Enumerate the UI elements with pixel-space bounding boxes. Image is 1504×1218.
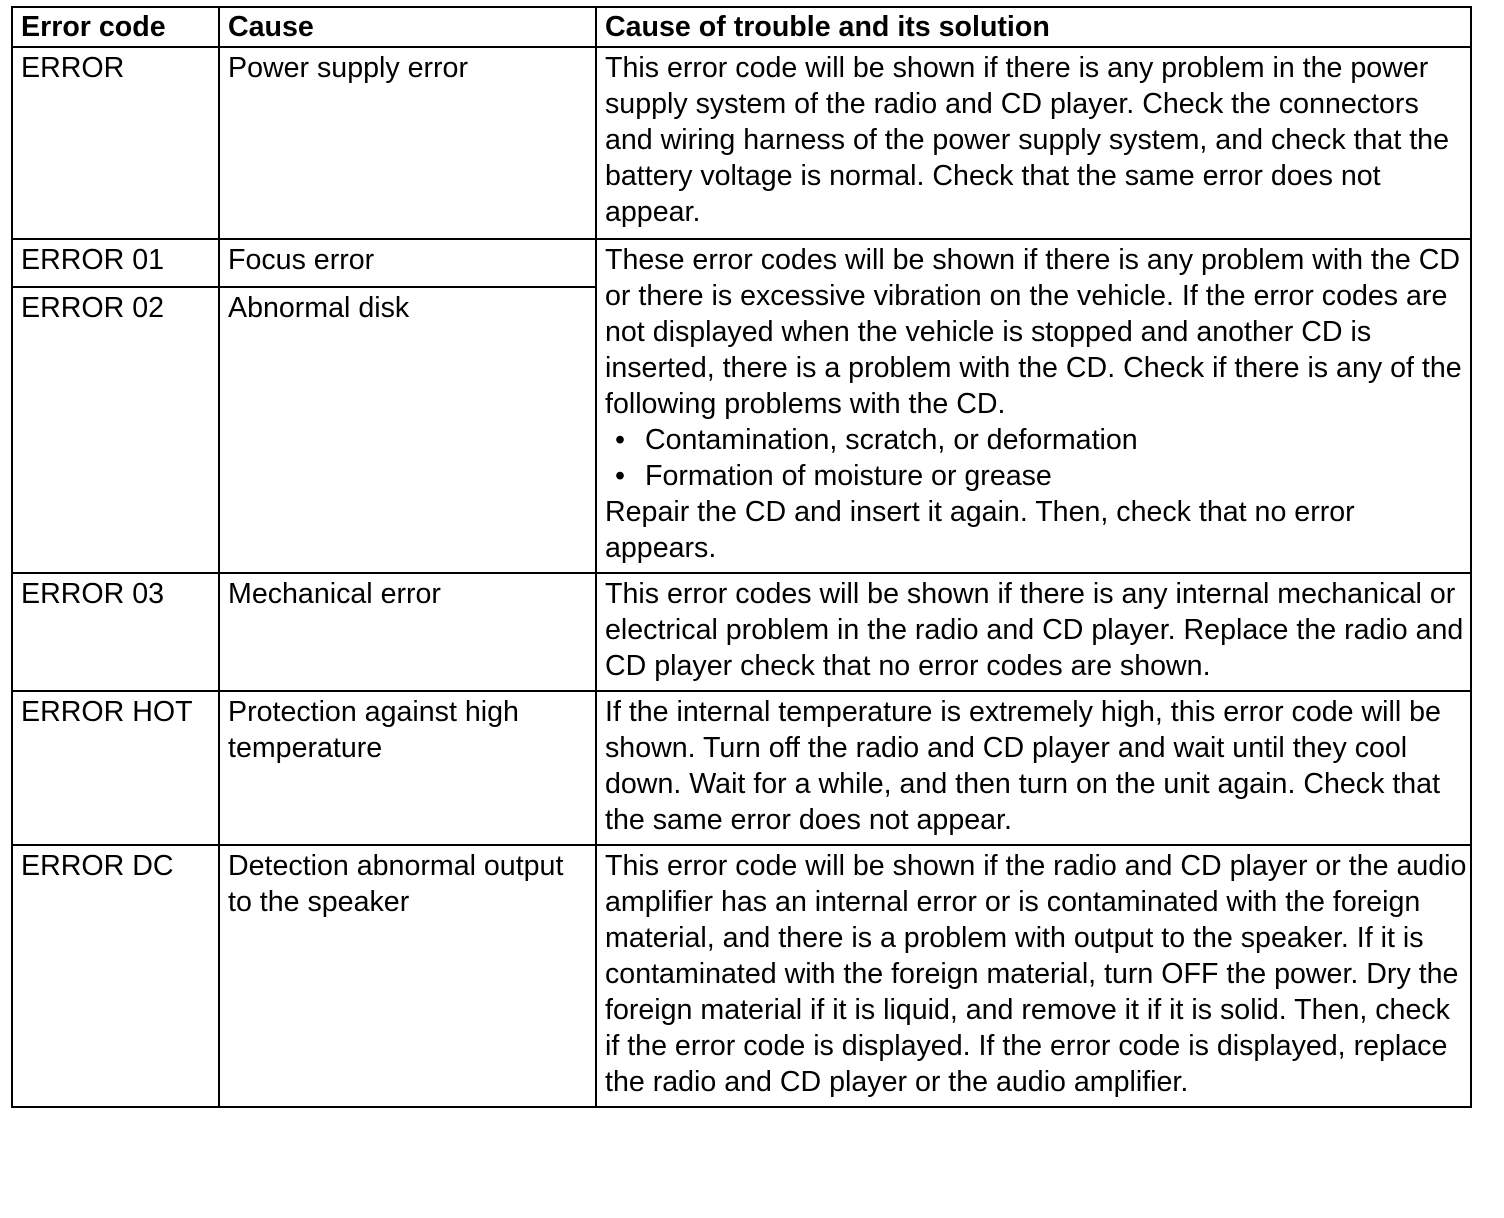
cause-cell: Mechanical error (219, 573, 596, 691)
list-item-text: Contamination, scratch, or deformation (645, 424, 1138, 456)
error-code-cell: ERROR (12, 47, 219, 239)
header-cause: Cause (219, 7, 596, 47)
table-row (12, 47, 1471, 239)
error-code-cell: ERROR DC (12, 845, 219, 1107)
list-item (605, 422, 1470, 458)
table-row (12, 239, 1471, 287)
cause-cell: Focus error (219, 239, 596, 287)
solution-cell: This error code will be shown if there is any problem in the power supply system of the radio and CD player. Check the connectors and wiring harness of the power supply system, and check that the battery voltage is normal. Check that the same error does not appear. (596, 47, 1471, 239)
header-solution: Cause of trouble and its solution (596, 7, 1471, 47)
bullet-icon: • (615, 424, 626, 456)
error-code-cell: ERROR 02 (12, 287, 219, 573)
solution-cell: If the internal temperature is extremely high, this error code will be shown. Turn off the radio and CD player and wait until they cool down. Wait for a while, and then turn on the unit again. Check that the same error does not appear. (596, 691, 1471, 845)
cause-cell: Protection against high temperature (219, 691, 596, 845)
solution-outro-text: Repair the CD and insert it again. Then, check that no error appears. (605, 496, 1355, 564)
error-code-table (11, 6, 1472, 1108)
error-code-cell: ERROR 01 (12, 239, 219, 287)
list-item (605, 458, 1470, 494)
cause-cell: Abnormal disk (219, 287, 596, 573)
problem-list (605, 422, 1470, 494)
table-header-row (12, 7, 1471, 47)
list-item-text: Formation of moisture or grease (645, 460, 1052, 492)
error-code-cell: ERROR HOT (12, 691, 219, 845)
solution-cell (596, 239, 1471, 573)
header-error-code: Error code (12, 7, 219, 47)
cause-cell: Detection abnormal output to the speaker (219, 845, 596, 1107)
solution-cell: This error codes will be shown if there is any internal mechanical or electrical problem in the radio and CD player. Replace the radio and CD player check that no error codes are shown. (596, 573, 1471, 691)
solution-intro-text: These error codes will be shown if there is any problem with the CD or there is excessive vibration on the vehicle. If the error codes are not displayed when the vehicle is stopped and another CD is inserted, there is a problem with the CD. Check if there is any of the following problems with the CD. (605, 244, 1462, 420)
cause-cell: Power supply error (219, 47, 596, 239)
solution-cell: This error code will be shown if the radio and CD player or the audio amplifier has an internal error or is contaminated with the foreign material, and there is a problem with output to the speaker. If it is contaminated with the foreign material, turn OFF the power. Dry the foreign material if it is liquid, and remove it if it is solid. Then, check if the error code is displayed. If the error code is displayed, replace the radio and CD player or the audio amplifier. (596, 845, 1471, 1107)
error-code-cell: ERROR 03 (12, 573, 219, 691)
table-row (12, 573, 1471, 691)
table-row (12, 845, 1471, 1107)
table-row (12, 691, 1471, 845)
bullet-icon: • (615, 460, 626, 492)
